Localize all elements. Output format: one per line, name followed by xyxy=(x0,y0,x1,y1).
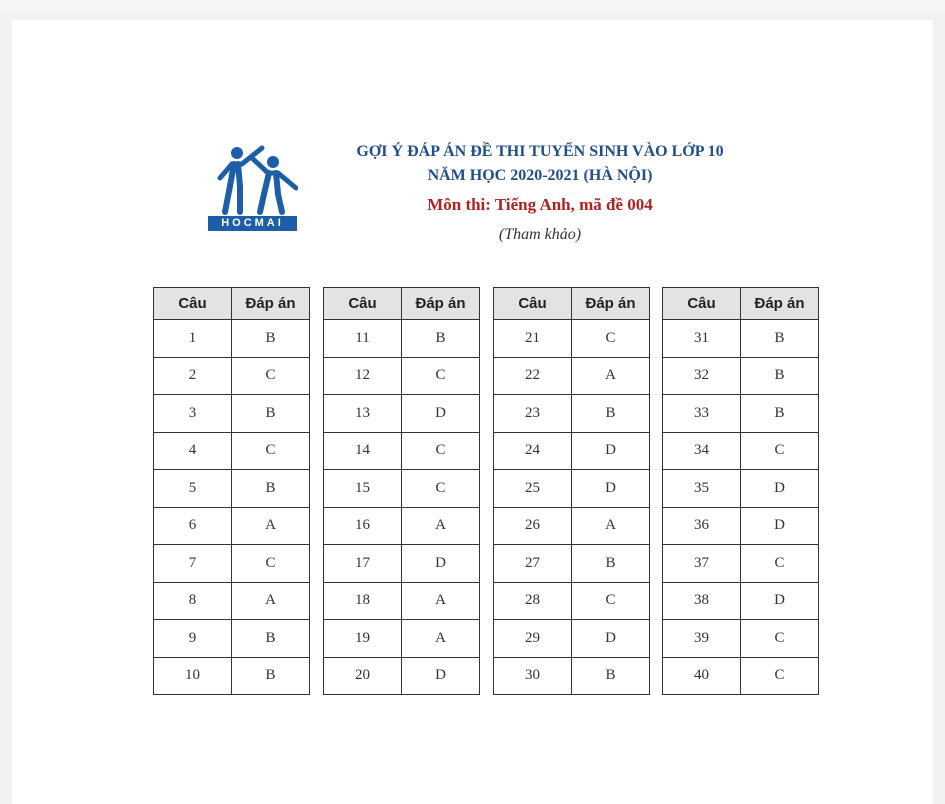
top-strip xyxy=(0,0,945,12)
question-number: 37 xyxy=(663,545,741,583)
question-number: 9 xyxy=(154,620,232,658)
question-number: 8 xyxy=(154,582,232,620)
answer-letter: B xyxy=(232,395,310,433)
table-row xyxy=(494,395,650,433)
answer-table-4 xyxy=(662,287,819,695)
header-answer: Đáp án xyxy=(741,288,819,320)
answer-letter: C xyxy=(741,620,819,658)
table-row xyxy=(154,357,310,395)
hocmai-logo xyxy=(206,142,298,232)
question-number: 13 xyxy=(324,395,402,433)
table-row xyxy=(324,470,480,508)
table-row xyxy=(154,657,310,695)
table-row xyxy=(324,395,480,433)
answer-letter: C xyxy=(402,470,480,508)
answer-letter: D xyxy=(572,470,650,508)
answer-letter: C xyxy=(741,657,819,695)
answer-letter: D xyxy=(402,545,480,583)
question-number: 3 xyxy=(154,395,232,433)
answer-letter: B xyxy=(572,657,650,695)
table-row xyxy=(663,582,819,620)
table-header-row xyxy=(494,288,650,320)
question-number: 36 xyxy=(663,507,741,545)
question-number: 35 xyxy=(663,470,741,508)
table-header-row xyxy=(324,288,480,320)
table-row xyxy=(154,432,310,470)
answer-letter: C xyxy=(572,320,650,358)
table-row xyxy=(154,395,310,433)
table-row xyxy=(324,357,480,395)
subject-line: Môn thi: Tiếng Anh, mã đề 004 xyxy=(427,195,653,214)
header-answer: Đáp án xyxy=(572,288,650,320)
table-row xyxy=(324,507,480,545)
reference-note: (Tham khảo) xyxy=(498,226,582,243)
table-row xyxy=(494,582,650,620)
question-number: 16 xyxy=(324,507,402,545)
answer-letter: A xyxy=(232,507,310,545)
table-row xyxy=(494,432,650,470)
answer-letter: C xyxy=(741,432,819,470)
question-number: 4 xyxy=(154,432,232,470)
answer-letter: A xyxy=(232,582,310,620)
question-number: 2 xyxy=(154,357,232,395)
question-number: 15 xyxy=(324,470,402,508)
title-line-2: NĂM HỌC 2020-2021 (HÀ NỘI) xyxy=(427,167,653,184)
table-row xyxy=(494,545,650,583)
table-header-row xyxy=(154,288,310,320)
answer-letter: B xyxy=(572,545,650,583)
table-row xyxy=(494,357,650,395)
table-row xyxy=(324,432,480,470)
answer-letter: B xyxy=(232,320,310,358)
question-number: 14 xyxy=(324,432,402,470)
answer-letter: D xyxy=(741,582,819,620)
answer-letter: C xyxy=(572,582,650,620)
answer-table-3 xyxy=(493,287,650,695)
question-number: 17 xyxy=(324,545,402,583)
answer-letter: A xyxy=(402,620,480,658)
table-row xyxy=(494,620,650,658)
logo-text: HOCMAI xyxy=(208,216,297,231)
table-row xyxy=(663,507,819,545)
answer-letter: C xyxy=(232,545,310,583)
question-number: 11 xyxy=(324,320,402,358)
question-number: 12 xyxy=(324,357,402,395)
question-number: 30 xyxy=(494,657,572,695)
table-row xyxy=(154,320,310,358)
table-row xyxy=(663,357,819,395)
answer-letter: C xyxy=(402,357,480,395)
header-question: Câu xyxy=(154,288,232,320)
table-row xyxy=(154,545,310,583)
answer-letter: B xyxy=(741,357,819,395)
question-number: 7 xyxy=(154,545,232,583)
header-question: Câu xyxy=(494,288,572,320)
question-number: 31 xyxy=(663,320,741,358)
answer-letter: B xyxy=(232,657,310,695)
answer-letter: A xyxy=(572,357,650,395)
question-number: 1 xyxy=(154,320,232,358)
answer-table-2 xyxy=(323,287,480,695)
hocmai-figures-icon xyxy=(206,142,298,216)
answer-letter: C xyxy=(232,432,310,470)
question-number: 18 xyxy=(324,582,402,620)
question-number: 10 xyxy=(154,657,232,695)
answer-letter: D xyxy=(402,395,480,433)
table-row xyxy=(663,620,819,658)
answer-letter: B xyxy=(402,320,480,358)
question-number: 27 xyxy=(494,545,572,583)
document-header xyxy=(320,140,760,247)
answer-letter: C xyxy=(232,357,310,395)
question-number: 32 xyxy=(663,357,741,395)
table-row xyxy=(324,545,480,583)
table-row xyxy=(324,620,480,658)
table-row xyxy=(494,657,650,695)
question-number: 40 xyxy=(663,657,741,695)
table-row xyxy=(154,582,310,620)
answer-letter: B xyxy=(741,395,819,433)
table-row xyxy=(324,320,480,358)
table-row xyxy=(324,582,480,620)
question-number: 39 xyxy=(663,620,741,658)
question-number: 26 xyxy=(494,507,572,545)
answer-letter: D xyxy=(572,620,650,658)
answer-letter: A xyxy=(402,507,480,545)
header-answer: Đáp án xyxy=(402,288,480,320)
answer-letter: B xyxy=(232,620,310,658)
table-row xyxy=(494,470,650,508)
table-row xyxy=(663,395,819,433)
answer-letter: C xyxy=(741,545,819,583)
question-number: 6 xyxy=(154,507,232,545)
header-question: Câu xyxy=(324,288,402,320)
table-row xyxy=(154,620,310,658)
question-number: 20 xyxy=(324,657,402,695)
answer-letter: D xyxy=(741,470,819,508)
header-answer: Đáp án xyxy=(232,288,310,320)
question-number: 22 xyxy=(494,357,572,395)
table-row xyxy=(663,545,819,583)
answer-letter: D xyxy=(402,657,480,695)
answer-letter: B xyxy=(741,320,819,358)
answer-letter: D xyxy=(572,432,650,470)
header-question: Câu xyxy=(663,288,741,320)
title-line-1: GỢI Ý ĐÁP ÁN ĐỀ THI TUYỂN SINH VÀO LỚP 10 xyxy=(356,143,724,160)
question-number: 5 xyxy=(154,470,232,508)
table-row xyxy=(663,657,819,695)
table-row xyxy=(663,320,819,358)
answer-table-1 xyxy=(153,287,310,695)
question-number: 24 xyxy=(494,432,572,470)
answer-letter: A xyxy=(572,507,650,545)
question-number: 34 xyxy=(663,432,741,470)
table-row xyxy=(154,470,310,508)
question-number: 23 xyxy=(494,395,572,433)
question-number: 19 xyxy=(324,620,402,658)
answer-letter: B xyxy=(232,470,310,508)
answer-letter: D xyxy=(741,507,819,545)
answer-letter: B xyxy=(572,395,650,433)
table-row xyxy=(494,507,650,545)
question-number: 21 xyxy=(494,320,572,358)
table-row xyxy=(494,320,650,358)
question-number: 33 xyxy=(663,395,741,433)
question-number: 38 xyxy=(663,582,741,620)
answer-letter: C xyxy=(402,432,480,470)
answer-letter: A xyxy=(402,582,480,620)
table-header-row xyxy=(663,288,819,320)
question-number: 25 xyxy=(494,470,572,508)
table-row xyxy=(663,470,819,508)
table-row xyxy=(324,657,480,695)
table-row xyxy=(663,432,819,470)
table-row xyxy=(154,507,310,545)
question-number: 29 xyxy=(494,620,572,658)
question-number: 28 xyxy=(494,582,572,620)
